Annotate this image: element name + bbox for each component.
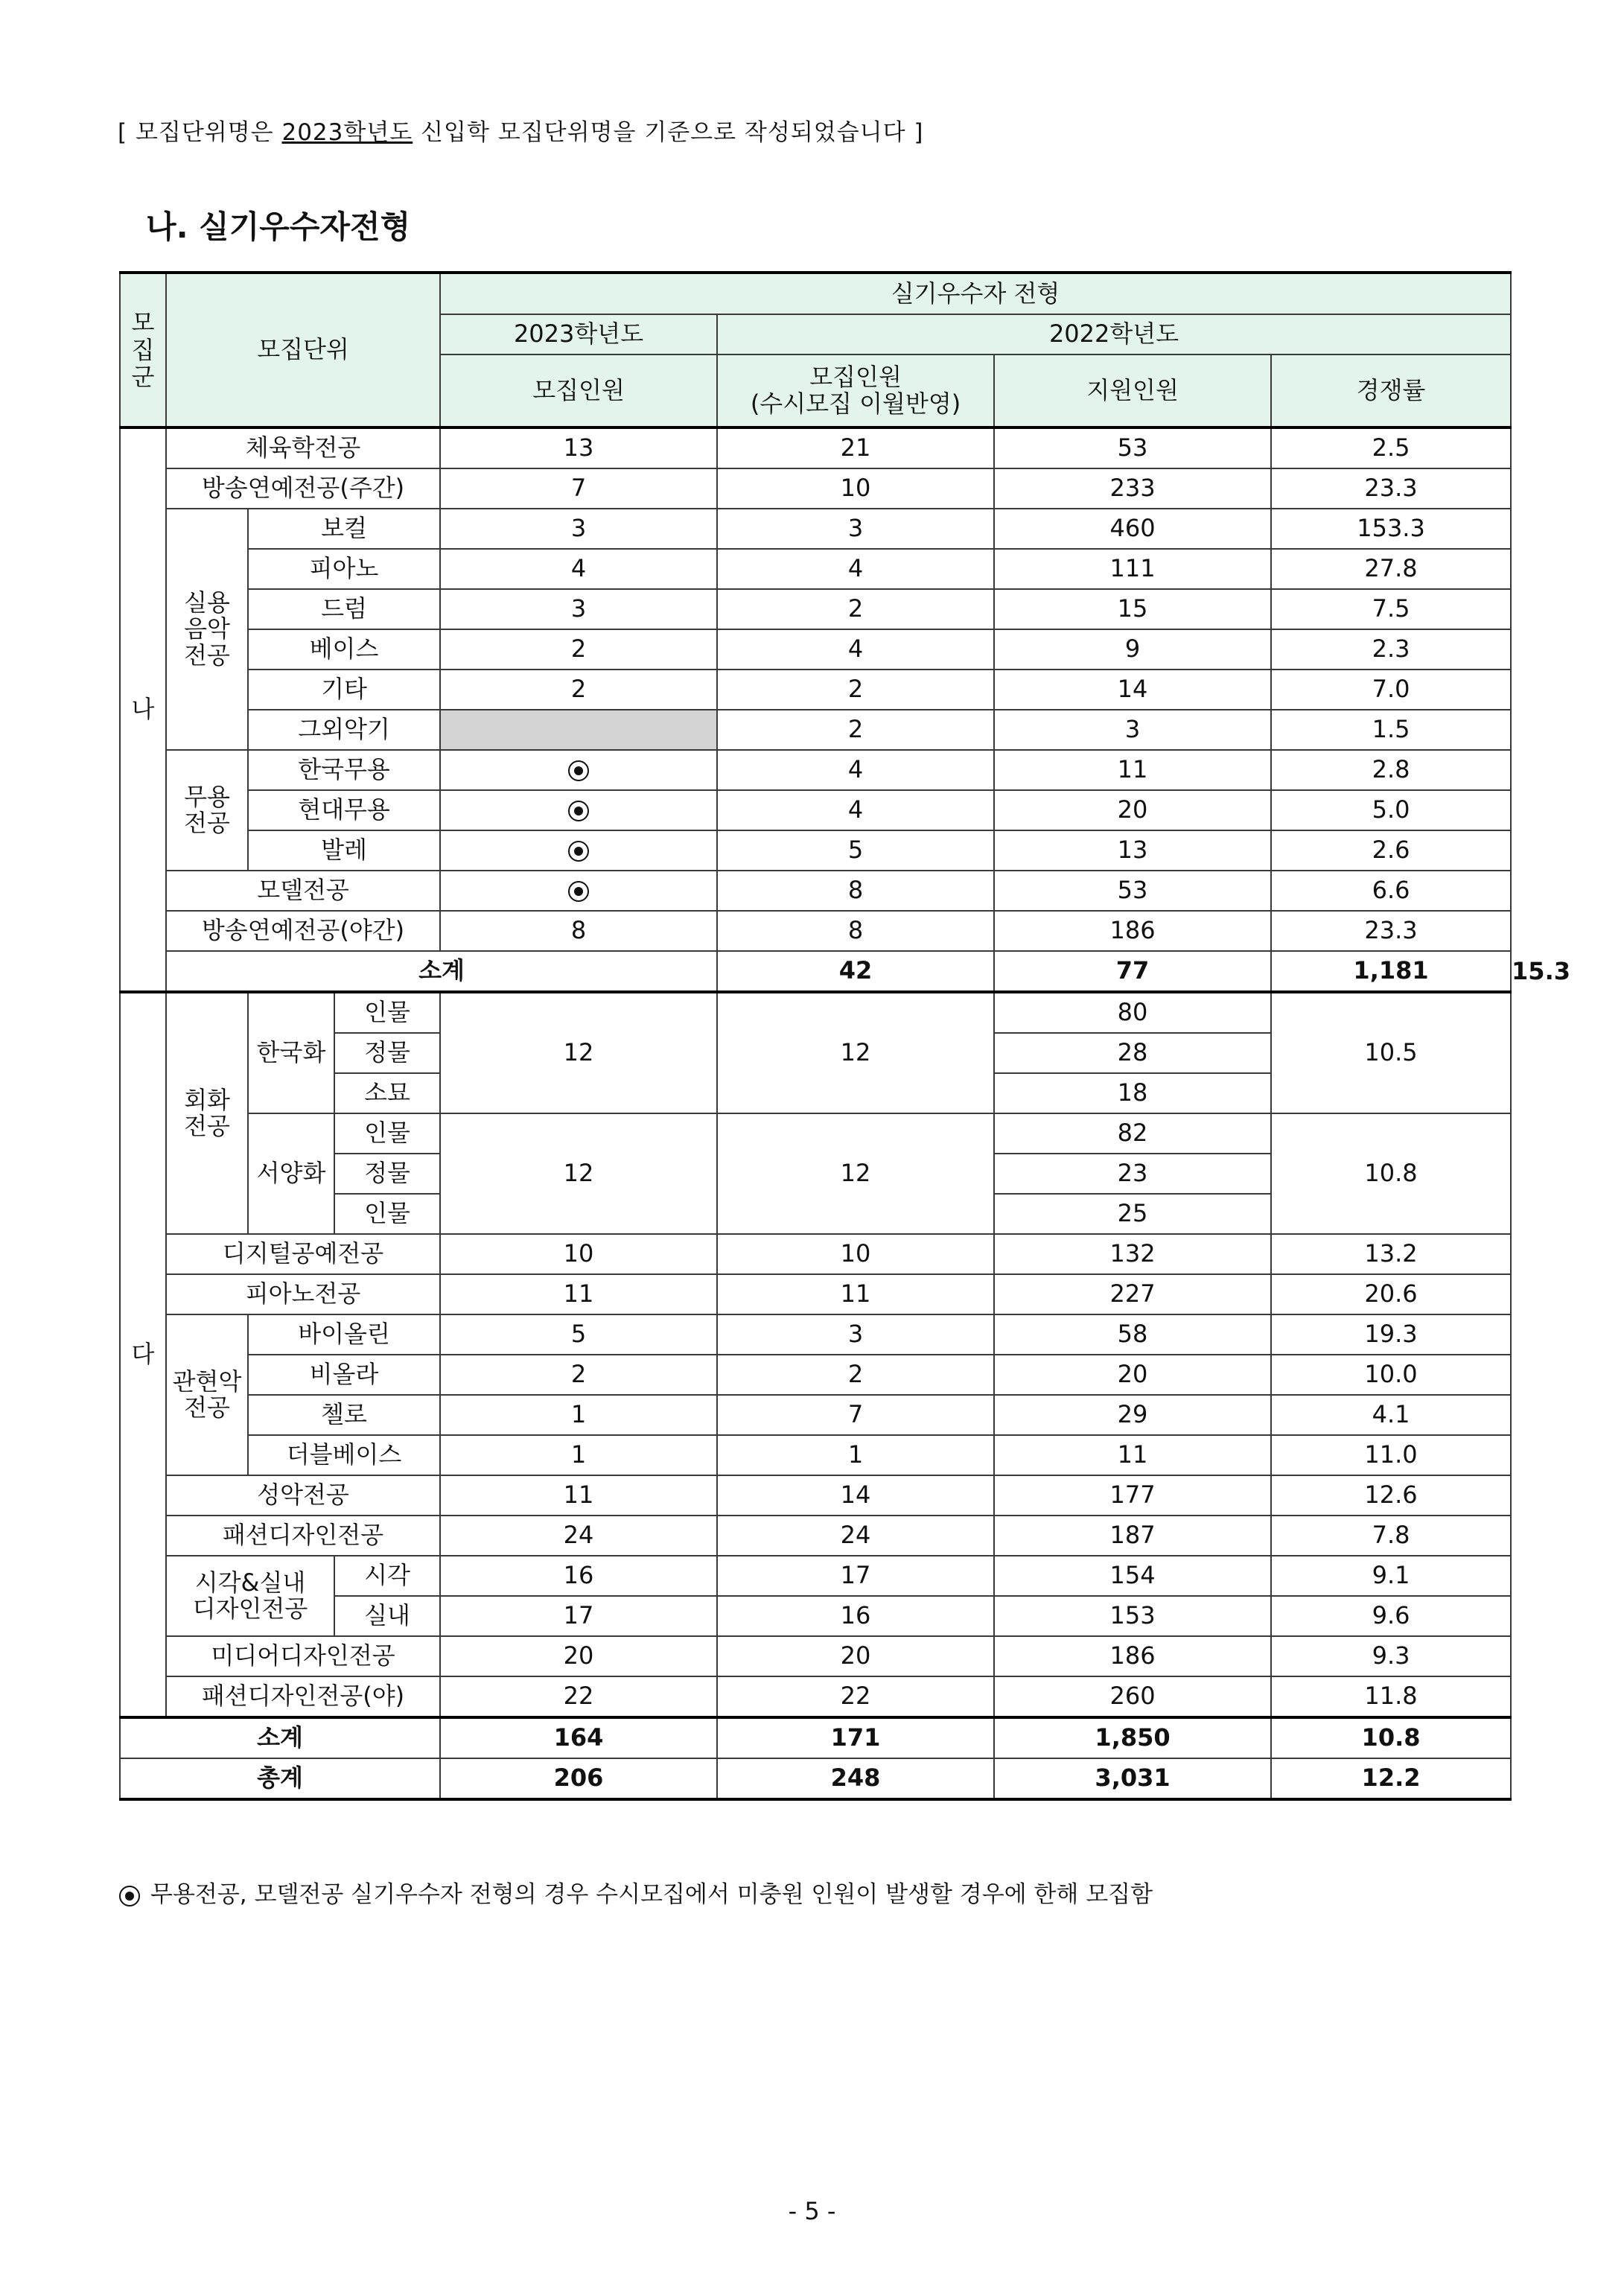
music-label: 실용 음악 전공 [166,509,248,750]
selection-header: 실기우수자 전형 [440,273,1511,314]
table-row: 관현악 전공 바이올린 5 3 58 19.3 [120,1314,1511,1355]
year-2023-header: 2023학년도 [440,314,717,354]
section-title: 나. 실기우수자전형 [146,209,411,245]
table-row: 패션디자인전공 24 24 187 7.8 [120,1516,1511,1556]
table-row: 발레 5 13 2.6 [120,830,1511,871]
table-row: 기타 2 2 14 7.0 [120,670,1511,710]
painting-label: 회화 전공 [166,992,248,1234]
fisheye-circle-icon [568,801,589,821]
table-row: 패션디자인전공(야) 22 22 260 11.8 [120,1676,1511,1717]
table-row: 성악전공 11 14 177 12.6 [120,1475,1511,1516]
dance-label: 무용 전공 [166,750,248,871]
table-row: 정물 23 [120,1154,1511,1194]
table-row: 베이스 2 4 9 2.3 [120,629,1511,670]
page-number: - 5 - [788,2197,836,2225]
table-row: 다 회화 전공 한국화 인물 12 12 80 10.5 [120,992,1511,1033]
empty-gray-cell [440,710,717,750]
applicants-header: 지원인원 [994,354,1271,427]
group-label-na: 나 [120,427,166,992]
table-row: 더블베이스 1 1 11 11.0 [120,1435,1511,1475]
table-row: 소묘 18 [120,1073,1511,1113]
table-row: 그외악기 2 3 1.5 [120,710,1511,750]
table-row: 피아노 4 4 111 27.8 [120,549,1511,589]
table-row: 첼로 1 7 29 4.1 [120,1395,1511,1435]
table-row: 무용 전공 한국무용 4 11 2.8 [120,750,1511,790]
table-row: 모델전공 8 53 6.6 [120,871,1511,911]
table-row: 실용 음악 전공 보컬 3 3 460 153.3 [120,509,1511,549]
table-row: 미디어디자인전공 20 20 186 9.3 [120,1636,1511,1676]
visual-label: 시각&실내 디자인전공 [166,1556,334,1636]
table-row: 방송연예전공(주간) 7 10 233 23.3 [120,468,1511,509]
fisheye-circle-icon [568,881,589,902]
table-row: 인물 25 [120,1194,1511,1234]
table-row: 나 체육학전공 13 21 53 2.5 [120,427,1511,468]
recruit-2022-header: 모집인원 (수시모집 이월반영) [717,354,994,427]
table-row: 시각&실내 디자인전공 시각 16 17 154 9.1 [120,1556,1511,1596]
table-row: 디지털공예전공 10 10 132 13.2 [120,1234,1511,1274]
fisheye-circle-icon [119,1886,140,1907]
table-row: 실내 17 16 153 9.6 [120,1596,1511,1636]
notice-line: [ 모집단위명은 2023학년도 신입학 모집단위명을 기준으로 작성되었습니다 ] [118,119,924,146]
group-label-da: 다 [120,992,166,1717]
notice-year: 2023학년도 [281,119,413,146]
admission-table [119,271,1570,1801]
table-row: 서양화 인물 12 12 82 10.8 [120,1113,1511,1154]
fisheye-circle-icon [568,760,589,781]
table-row: 드럼 3 2 15 7.5 [120,589,1511,629]
ratio-header: 경쟁률 [1271,354,1511,427]
subtotal-row: 소계 42 77 1,181 15.3 [120,951,1511,992]
table-row: 비올라 2 2 20 10.0 [120,1355,1511,1395]
table-row: 정물 28 [120,1033,1511,1073]
fisheye-circle-icon [568,841,589,862]
unit-cell: 체육학전공 [166,427,440,468]
subtotal-row: 소계 164 171 1,850 10.8 [120,1717,1511,1758]
unit-cell: 방송연예전공(주간) [166,468,440,509]
table-row: 현대무용 4 20 5.0 [120,790,1511,830]
table-row: 방송연예전공(야간) 8 8 186 23.3 [120,911,1511,951]
year-2022-header: 2022학년도 [717,314,1511,354]
footnote: 무용전공, 모델전공 실기우수자 전형의 경우 수시모집에서 미충원 인원이 발생할 경우에 한해 모집함 [119,1875,1153,1909]
recruit-2023-header: 모집인원 [440,354,717,427]
total-row: 총계 206 248 3,031 12.2 [120,1758,1511,1799]
group-header: 모 집 군 [120,273,166,427]
strings-label: 관현악 전공 [166,1314,248,1475]
table-row: 피아노전공 11 11 227 20.6 [120,1274,1511,1314]
unit-header: 모집단위 [166,273,440,427]
